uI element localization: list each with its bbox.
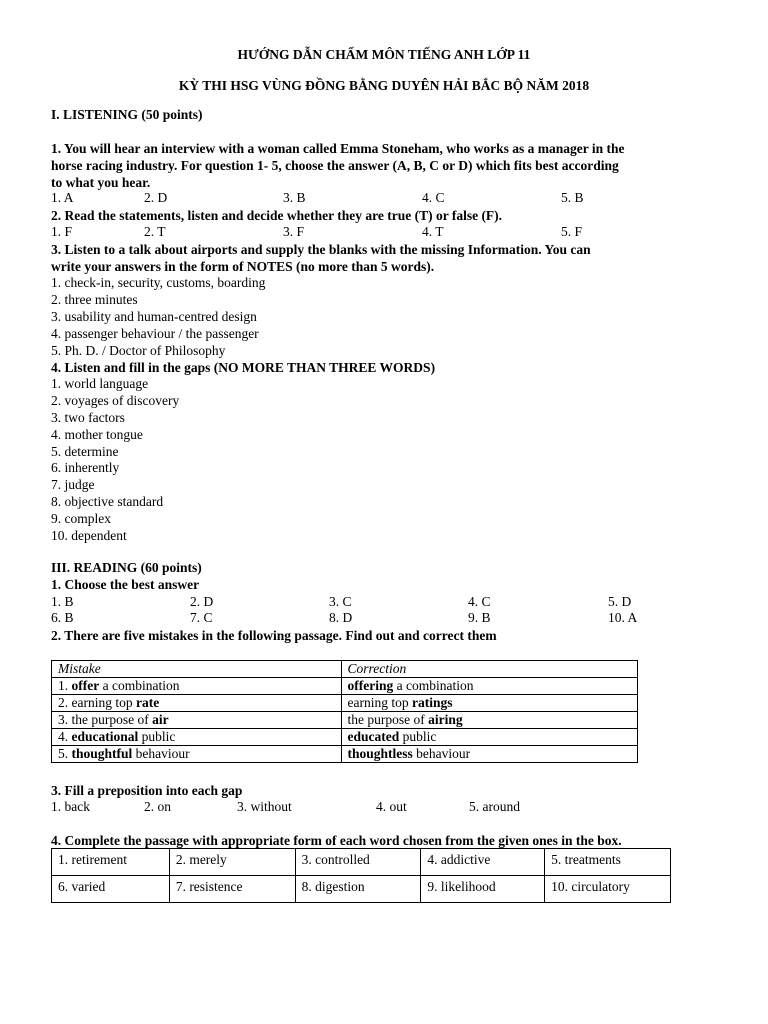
list-item: 7. judge (51, 477, 95, 492)
column-header-correction: Correction (341, 661, 637, 678)
listening-part1-instruction-line1: 1. You will hear an interview with a woman called Emma Stoneham, who works as a manager in the (51, 141, 625, 156)
answer-item: 4. out (376, 799, 407, 814)
list-item: 2. voyages of discovery (51, 393, 180, 408)
answer-item: 1. back (51, 799, 90, 814)
list-item: 2. three minutes (51, 292, 138, 307)
correction-cell: educated public (341, 729, 637, 746)
list-item: 9. complex (51, 511, 111, 526)
list-item: 3. two factors (51, 410, 125, 425)
table-row (52, 695, 638, 712)
answer-item: 9. B (468, 610, 491, 625)
listening-heading-text: I. LISTENING (50 points) (51, 107, 203, 122)
list-item: 8. objective standard (51, 494, 164, 509)
document-subtitle: KỲ THI HSG VÙNG ĐỒNG BẰNG DUYÊN HẢI BẮC BỘ NĂM 2018 (178, 78, 590, 93)
table-row (52, 712, 638, 729)
answer-item: 4. C (468, 594, 491, 609)
answer-item: 4. C (422, 190, 445, 205)
mistake-cell: 3. the purpose of air (52, 712, 342, 729)
answer-item: 5. around (469, 799, 520, 814)
word-cell: 1. retirement (52, 849, 170, 876)
answer-item: 6. B (51, 610, 74, 625)
correction-cell: earning top ratings (341, 695, 637, 712)
word-cell: 10. circulatory (545, 876, 671, 903)
word-cell: 6. varied (52, 876, 170, 903)
word-cell: 3. controlled (295, 849, 421, 876)
listening-part1-instruction-line3: to what you hear. (51, 175, 151, 190)
correction-cell: thoughtless behaviour (341, 746, 637, 763)
answer-item: 2. D (144, 190, 168, 205)
word-cell: 5. treatments (545, 849, 671, 876)
answer-item: 1. F (51, 224, 73, 239)
table-row (52, 876, 671, 903)
correction-cell: the purpose of airing (341, 712, 637, 729)
reading-part3-instruction: 3. Fill a preposition into each gap (51, 783, 243, 798)
list-item: 4. mother tongue (51, 427, 143, 442)
list-item: 10. dependent (51, 528, 127, 543)
listening-part4-instruction: 4. Listen and fill in the gaps (NO MORE THAN THREE WORDS) (51, 360, 436, 375)
mistakes-table (51, 660, 638, 763)
reading-part1-instruction: 1. Choose the best answer (51, 577, 200, 592)
answer-item: 2. on (144, 799, 171, 814)
listening-part1-instruction-line2: horse racing industry. For question 1- 5, choose the answer (A, B, C or D) which fits best according (51, 158, 619, 173)
list-item: 1. world language (51, 376, 149, 391)
word-cell: 9. likelihood (421, 876, 545, 903)
answer-item: 10. A (608, 610, 638, 625)
listening-part3-instruction-line2: write your answers in the form of NOTES (no more than 5 words). (51, 259, 435, 274)
answer-item: 5. F (561, 224, 583, 239)
mistake-cell: 2. earning top rate (52, 695, 342, 712)
listening-heading (51, 106, 203, 123)
answer-item: 5. B (561, 190, 584, 205)
answer-item: 2. T (144, 224, 166, 239)
answer-item: 3. B (283, 190, 306, 205)
answer-item: 2. D (190, 594, 214, 609)
answer-item: 5. D (608, 594, 632, 609)
list-item: 1. check-in, security, customs, boarding (51, 275, 266, 290)
word-cell: 2. merely (169, 849, 295, 876)
listening-part2-instruction: 2. Read the statements, listen and decide whether they are true (T) or false (F). (51, 208, 503, 223)
answer-item: 3. C (329, 594, 352, 609)
list-item: 5. determine (51, 444, 119, 459)
list-item: 5. Ph. D. / Doctor of Philosophy (51, 343, 226, 358)
listening-part3-instruction-line1: 3. Listen to a talk about airports and supply the blanks with the missing Information. You can (51, 242, 591, 257)
reading-heading: III. READING (60 points) (51, 560, 202, 575)
table-row (52, 746, 638, 763)
answer-item: 4. T (422, 224, 444, 239)
list-item: 3. usability and human-centred design (51, 309, 257, 324)
answer-item: 1. A (51, 190, 74, 205)
table-header-row (52, 661, 638, 678)
column-header-mistake: Mistake (52, 661, 342, 678)
mistake-cell: 1. offer a combination (52, 678, 342, 695)
word-forms-table (51, 848, 671, 903)
answer-item: 3. without (237, 799, 292, 814)
answer-item: 7. C (190, 610, 213, 625)
answer-item: 1. B (51, 594, 74, 609)
mistake-cell: 4. educational public (52, 729, 342, 746)
correction-cell: offering a combination (341, 678, 637, 695)
reading-part2-instruction: 2. There are five mistakes in the following passage. Find out and correct them (51, 628, 497, 643)
table-row (52, 729, 638, 746)
mistake-cell: 5. thoughtful behaviour (52, 746, 342, 763)
list-item: 6. inherently (51, 460, 120, 475)
word-cell: 4. addictive (421, 849, 545, 876)
list-item: 4. passenger behaviour / the passenger (51, 326, 259, 341)
word-cell: 8. digestion (295, 876, 421, 903)
answer-item: 8. D (329, 610, 353, 625)
table-row (52, 849, 671, 876)
word-cell: 7. resistence (169, 876, 295, 903)
table-row (52, 678, 638, 695)
document-title: HƯỚNG DẪN CHẤM MÔN TIẾNG ANH LỚP 11 (237, 47, 531, 62)
reading-part4-instruction: 4. Complete the passage with appropriate form of each word chosen from the given ones in the box. (51, 833, 622, 848)
answer-item: 3. F (283, 224, 305, 239)
